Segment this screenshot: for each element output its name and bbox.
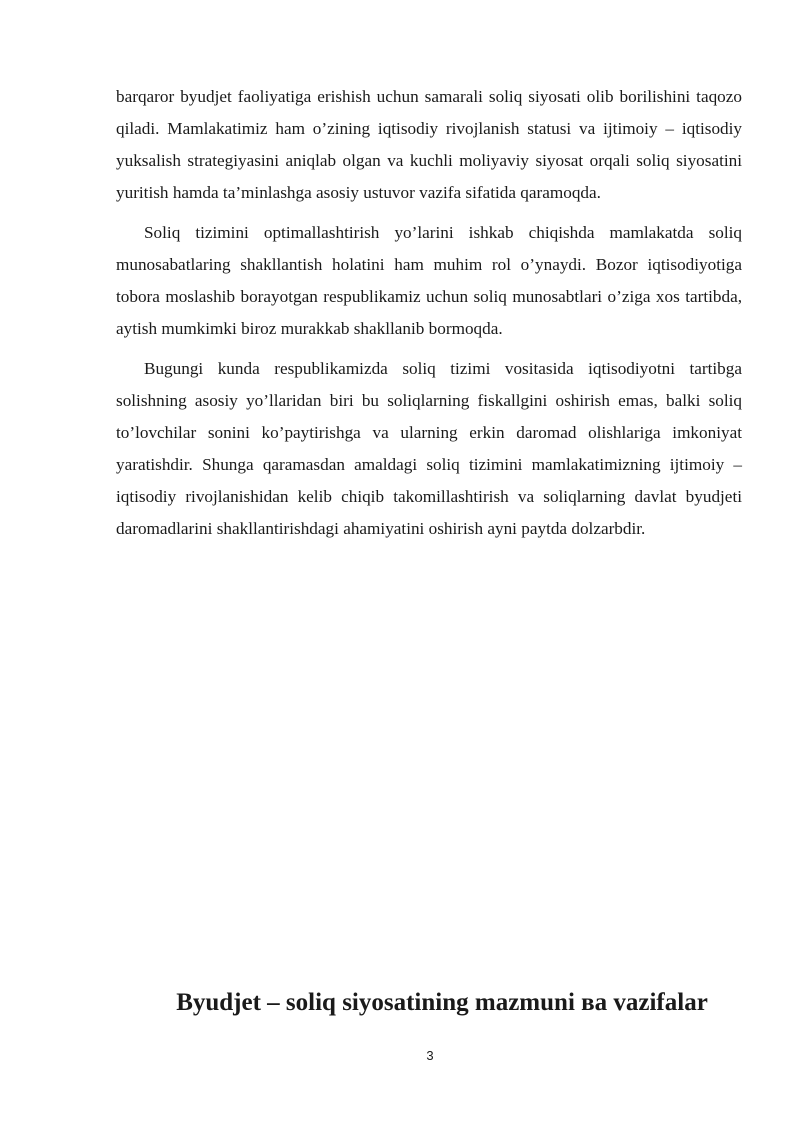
section-heading: Byudjet – soliq siyosatining mazmuni ва vazifalar bbox=[176, 989, 708, 1016]
paragraph-1: barqaror byudjet faoliyatiga erishish uchun samarali soliq siyosati olib borilishini taqozo qiladi. Mamlakatimiz ham o’zining iqtisodiy rivojlanish statusi va ijtimoiy – iqtisodiy yuksalish strategiyasini aniqlab olgan va kuchli moliyaviy siyosat orqali soliq siyosatini yuritish hamda ta’minlashga asosiy ustuvor vazifa sifatida qaramoqda. bbox=[116, 87, 742, 202]
page-number: 3 bbox=[426, 1048, 434, 1063]
body-text bbox=[116, 81, 742, 553]
paragraph-2: Soliq tizimini optimallashtirish yo’larini ishkab chiqishda mamlakatda soliq munosabatlaring shakllantish holatini ham muhim rol o’ynaydi. Bozor iqtisodiyotiga tobora moslashib borayotgan respublikamiz uchun soliq munosabtlari o’ziga xos tartibda, aytish mumkimki biroz murakkab shakllanib bormoqda. bbox=[116, 223, 742, 338]
paragraph-3: Bugungi kunda respublikamizda soliq tizimi vositasida iqtisodiyotni tartibga solishning asosiy yo’llaridan biri bu soliqlarning fiskallgini oshirish emas, balki soliq to’lovchilar sonini ko’paytirishga va ularning erkin daromad olishlariga imkoniyat yaratishdir. Shunga qaramasdan amaldagi soliq tizimini mamlakatimizning ijtimoiy – iqtisodiy rivojlanishidan kelib chiqib takomillashtirish va soliqlarning davlat byudjeti daromadlarini shakllantirishdagi ahamiyatini oshirish ayni paytda dolzarbdir. bbox=[116, 359, 742, 538]
